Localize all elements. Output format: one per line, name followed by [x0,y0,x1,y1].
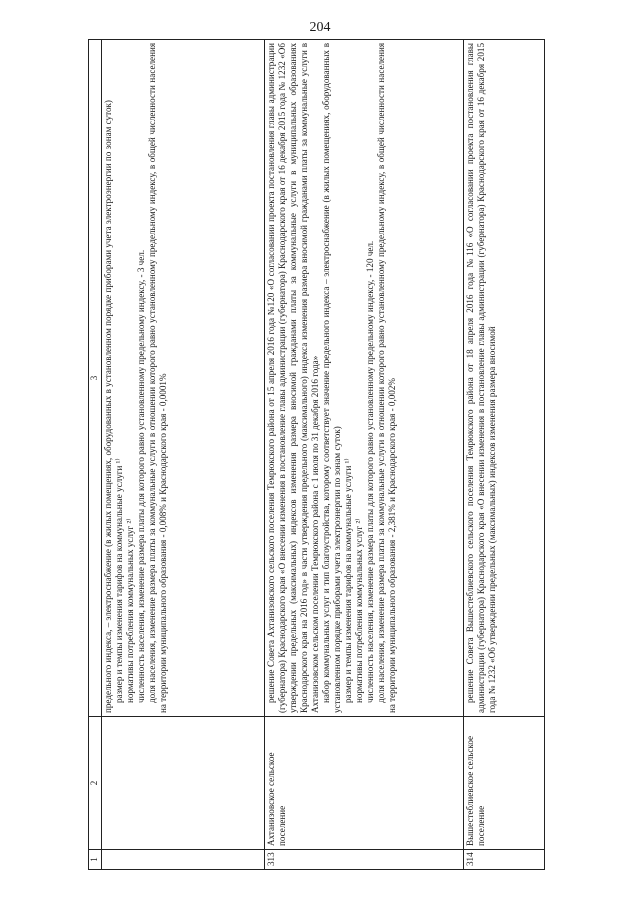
row-number: 313 [265,850,464,870]
paragraph: численность населения, изменение размера платы для которого равно установленному предельному индексу, - 3 чел. [136,249,146,703]
municipal-index-table [88,39,545,870]
row-description [464,40,545,717]
paragraph: размер и темпы изменения тарифов на коммунальные услуги ¹⁾ [114,458,124,703]
row-description [102,40,265,717]
row-description [265,40,464,717]
table-header-row [89,40,102,870]
paragraph: нормативы потребления коммунальных услуг ²⁾ [354,518,364,703]
paragraph: доля населения, изменение размера платы за коммунальные услуги в отношении которого равно установленному предельному индексу, в общей численности населения на территории муниципального образования - 0,008% и Краснодарского края - 0,0001% [147,43,168,713]
column-header-3: 3 [89,40,102,717]
rotated-table-container [88,40,543,870]
settlement-name: Ахтанизовское сельское поселение [265,717,464,850]
column-header-2: 2 [89,717,102,850]
row-number [102,850,265,870]
paragraph: предельного индекса, – электроснабжение (в жилых помещениях, оборудованных в установленном порядке приборами учета электроэнергии по зонам суток) [103,100,113,713]
table-row [102,40,265,870]
row-number: 314 [464,850,545,870]
paragraph: численность населения, изменение размера платы для которого равно установленному предельному индексу, - 120 чел. [365,240,375,703]
paragraph: решение Совета Ахтанизовского сельского поселения Темрюкского района от 15 апреля 2016 года №120 «О согласовании проекта постановления главы администрации (губернатора) Краснодарского края «О внесении изменения в постановление главы администрации (губернатора) Краснодарского края от 16 декабря 2015 года № 1232 «Об утверждении предельных (максимальных) индексов изменения размера вносимой гражданами платы за коммунальные услуги в муниципальных образованиях Краснодарского края на 2016 год» в части утверждения предельного (максимального) индекса изменения размера вносимой гражданами платы за коммунальные услуги в Ахтанизовском сельском поселении Темрюкского района с 1 июля по 31 декабря 2016 года» [266,43,320,713]
paragraph: размер и темпы изменения тарифов на коммунальные услуги ¹⁾ [343,458,353,703]
settlement-name [102,717,265,850]
settlement-name: Вышестеблиевское сельское поселение [464,717,545,850]
paragraph: решение Совета Вышестеблиевского сельского поселения Темрюкского района от 18 апреля 2016 года №116 «О согласовании проекта постановления главы администрации (губернатора) Краснодарского края «О внесении изменения в постановление главы администрации (губернатора) Краснодарского края от 16 декабря 2015 года № 1232 «Об утверждении предельных (максимальных) индексов изменения размера вносимой [465,43,497,713]
paragraph: доля населения, изменение размера платы за коммунальные услуги в отношении которого равно установленному предельному индексу, в общей численности населения на территории муниципального образования - 2,381% и Краснодарского края - 0,002% [376,43,397,713]
table-row [265,40,464,870]
table-row [464,40,545,870]
page-number: 204 [309,20,331,35]
paragraph: набор коммунальных услуг и тип благоустройства, которому соответствует значение предельного индекса – электроснабжение (в жилых помещениях, оборудованных в установленном порядке приборами учета электроэнергии по зонам суток) [321,43,342,713]
paragraph: нормативы потребления коммунальных услуг ²⁾ [125,518,135,703]
column-header-1: 1 [89,850,102,870]
